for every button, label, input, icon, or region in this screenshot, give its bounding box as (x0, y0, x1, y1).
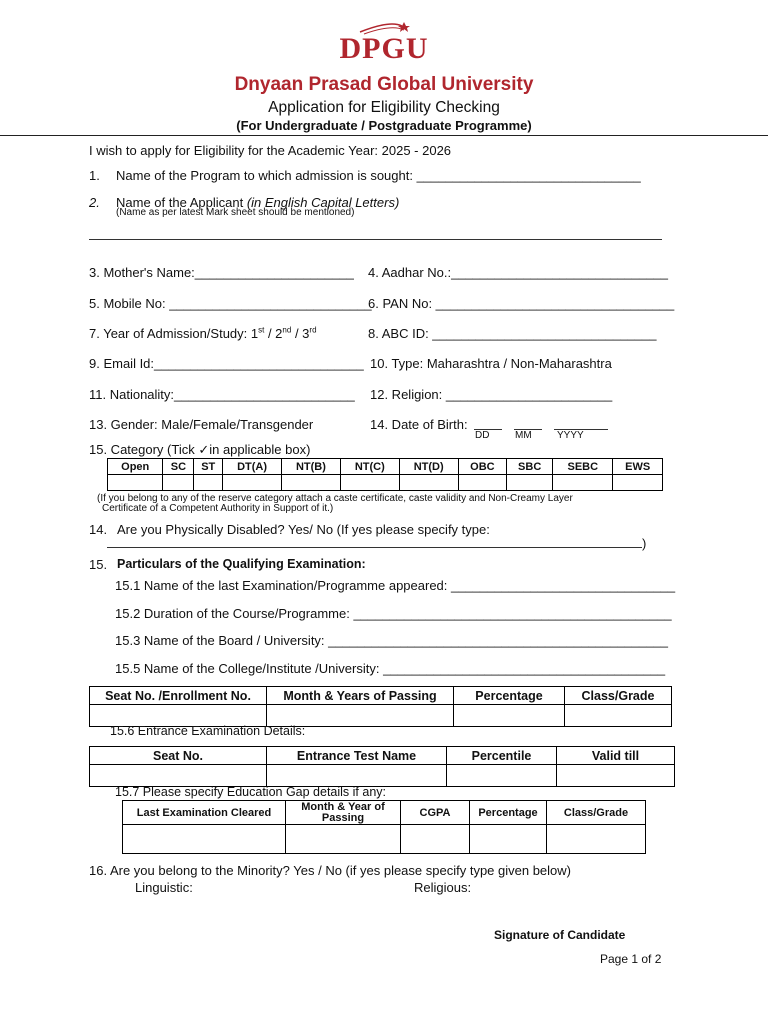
qualifying-header-row (90, 687, 672, 705)
form-title: Application for Eligibility Checking (268, 99, 500, 116)
dob-yyyy: YYYY (557, 430, 584, 441)
mobile-field[interactable]: 5. Mobile No: ____________________________ (89, 296, 372, 311)
category-col: SC (163, 459, 194, 475)
table-cell[interactable] (90, 765, 267, 787)
category-col: NT(D) (399, 459, 458, 475)
year-mid1: / 2 (264, 326, 283, 341)
gap-table (122, 800, 646, 854)
category-col: SBC (507, 459, 553, 475)
entrance-col: Valid till (557, 747, 675, 765)
gap-col: Percentage (470, 801, 547, 825)
category-checkbox[interactable] (613, 475, 663, 491)
category-table (107, 458, 663, 491)
year-st: st (258, 325, 265, 335)
category-col: Open (108, 459, 163, 475)
entrance-header-row (90, 747, 675, 765)
aadhar-field[interactable]: 4. Aadhar No.:______________________________ (368, 265, 669, 280)
q153-field[interactable]: 15.3 Name of the Board / University: _______________________________________________ (115, 633, 668, 648)
year-mid2: / 3 (291, 326, 310, 341)
category-checkbox[interactable] (507, 475, 553, 491)
entrance-col: Seat No. (90, 747, 267, 765)
table-cell[interactable] (454, 705, 565, 727)
university-name: Dnyaan Prasad Global University (234, 74, 534, 95)
q2-label-italic: (in English Capital Letters) (246, 195, 400, 210)
table-cell[interactable] (565, 705, 672, 727)
entrance-label: 15.6 Entrance Examination Details: (110, 724, 306, 738)
category-checkbox[interactable] (281, 475, 340, 491)
category-checkbox[interactable] (194, 475, 223, 491)
category-col: DT(A) (223, 459, 282, 475)
table-cell[interactable] (267, 765, 447, 787)
year-nd: nd (282, 325, 292, 335)
gap-col: Month & Year of Passing (286, 801, 401, 825)
logo (320, 18, 448, 70)
category-col: ST (194, 459, 223, 475)
qualifying-col: Percentage (454, 687, 565, 705)
disability-close: ) (642, 536, 647, 551)
dob-dd: DD (475, 430, 490, 441)
q2-note: (Name as per latest Mark sheet should be mentioned) (116, 207, 355, 218)
email-field[interactable]: 9. Email Id:_____________________________ (89, 356, 364, 371)
category-checkbox[interactable] (108, 475, 163, 491)
pan-field[interactable]: 6. PAN No: _________________________________ (368, 296, 675, 311)
type-field[interactable]: 10. Type: Maharashtra / Non-Maharashtra (370, 356, 612, 371)
year-of-admission[interactable] (89, 326, 317, 341)
page-number: Page 1 of 2 (600, 952, 662, 966)
q1-program-field[interactable]: Name of the Program to which admission is sought: _______________________________ (116, 168, 641, 183)
header-divider (0, 135, 768, 136)
category-col: SEBC (553, 459, 613, 475)
nationality-field[interactable]: 11. Nationality:_________________________ (89, 387, 355, 402)
table-cell[interactable] (547, 825, 646, 854)
table-cell[interactable] (286, 825, 401, 854)
category-checkbox[interactable] (340, 475, 399, 491)
minority-linguistic[interactable]: Linguistic: (135, 880, 193, 895)
table-cell[interactable] (401, 825, 470, 854)
q2-num: 2. (89, 195, 100, 210)
category-col: OBC (458, 459, 506, 475)
year-prefix: 7. Year of Admission/Study: 1 (89, 326, 259, 341)
gap-col: Class/Grade (547, 801, 646, 825)
qualifying-col: Seat No. /Enrollment No. (90, 687, 267, 705)
gap-header-row (123, 801, 646, 825)
q1-num: 1. (89, 168, 100, 183)
signature-label: Signature of Candidate (494, 928, 626, 942)
gap-label: 15.7 Please specify Education Gap details if any: (115, 785, 386, 799)
table-cell[interactable] (447, 765, 557, 787)
category-note-2: Certificate of a Competent Authority in Support of it.) (102, 503, 334, 514)
year-rd: rd (309, 325, 317, 335)
q155-field[interactable]: 15.5 Name of the College/Institute /University: _______________________________________ (115, 661, 666, 676)
disability-type-line[interactable] (107, 547, 642, 548)
applicant-name-field[interactable] (89, 239, 662, 240)
logo-text: DPGU (339, 32, 429, 65)
q2-label-text: Name of the Applicant (116, 195, 247, 210)
category-checkbox[interactable] (223, 475, 282, 491)
religion-field[interactable]: 12. Religion: _______________________ (370, 387, 613, 402)
category-col: NT(C) (340, 459, 399, 475)
abc-id-field[interactable]: 8. ABC ID: _______________________________ (368, 326, 657, 341)
table-cell[interactable] (557, 765, 675, 787)
q152-field[interactable]: 15.2 Duration of the Course/Programme: ____________________________________________ (115, 606, 672, 621)
disability-field[interactable]: Are you Physically Disabled? Yes/ No (If yes please specify type: (117, 522, 490, 537)
category-checkbox[interactable] (399, 475, 458, 491)
category-col: EWS (613, 459, 663, 475)
entrance-input-row (90, 765, 675, 787)
entrance-table (89, 746, 675, 787)
form-subtitle: (For Undergraduate / Postgraduate Programme) (236, 118, 532, 133)
gap-col: CGPA (401, 801, 470, 825)
entrance-col: Percentile (447, 747, 557, 765)
disability-num: 14. (89, 522, 108, 537)
minority-religious[interactable]: Religious: (414, 880, 472, 895)
qualifying-table (89, 686, 672, 727)
q151-field[interactable]: 15.1 Name of the last Examination/Programme appeared: _______________________________ (115, 578, 676, 593)
minority-field[interactable]: 16. Are you belong to the Minority? Yes / No (if yes please specify type given below) (89, 863, 571, 878)
qualifying-col: Month & Years of Passing (267, 687, 454, 705)
category-checkbox[interactable] (553, 475, 613, 491)
mother-name-field[interactable]: 3. Mother's Name:______________________ (89, 265, 354, 280)
table-cell[interactable] (123, 825, 286, 854)
category-checkbox[interactable] (163, 475, 194, 491)
category-note-1: (If you belong to any of the reserve category attach a caste certificate, caste validity and Non-Creamy Layer (97, 493, 573, 504)
category-tick-row (108, 475, 663, 491)
entrance-col: Entrance Test Name (267, 747, 447, 765)
category-header-row (108, 459, 663, 475)
category-checkbox[interactable] (458, 475, 506, 491)
table-cell[interactable] (470, 825, 547, 854)
dob-label: 14. Date of Birth: (370, 417, 468, 432)
qualifying-num: 15. (89, 557, 108, 572)
qualifying-col: Class/Grade (565, 687, 672, 705)
dob-mm: MM (515, 430, 532, 441)
gender-field[interactable]: 13. Gender: Male/Female/Transgender (89, 417, 314, 432)
gap-input-row (123, 825, 646, 854)
qualifying-title: Particulars of the Qualifying Examination: (117, 557, 366, 571)
intro-text: I wish to apply for Eligibility for the Academic Year: 2025 - 2026 (89, 143, 452, 158)
gap-col: Last Examination Cleared (123, 801, 286, 825)
category-label: 15. Category (Tick ✓in applicable box) (89, 442, 311, 457)
category-col: NT(B) (281, 459, 340, 475)
